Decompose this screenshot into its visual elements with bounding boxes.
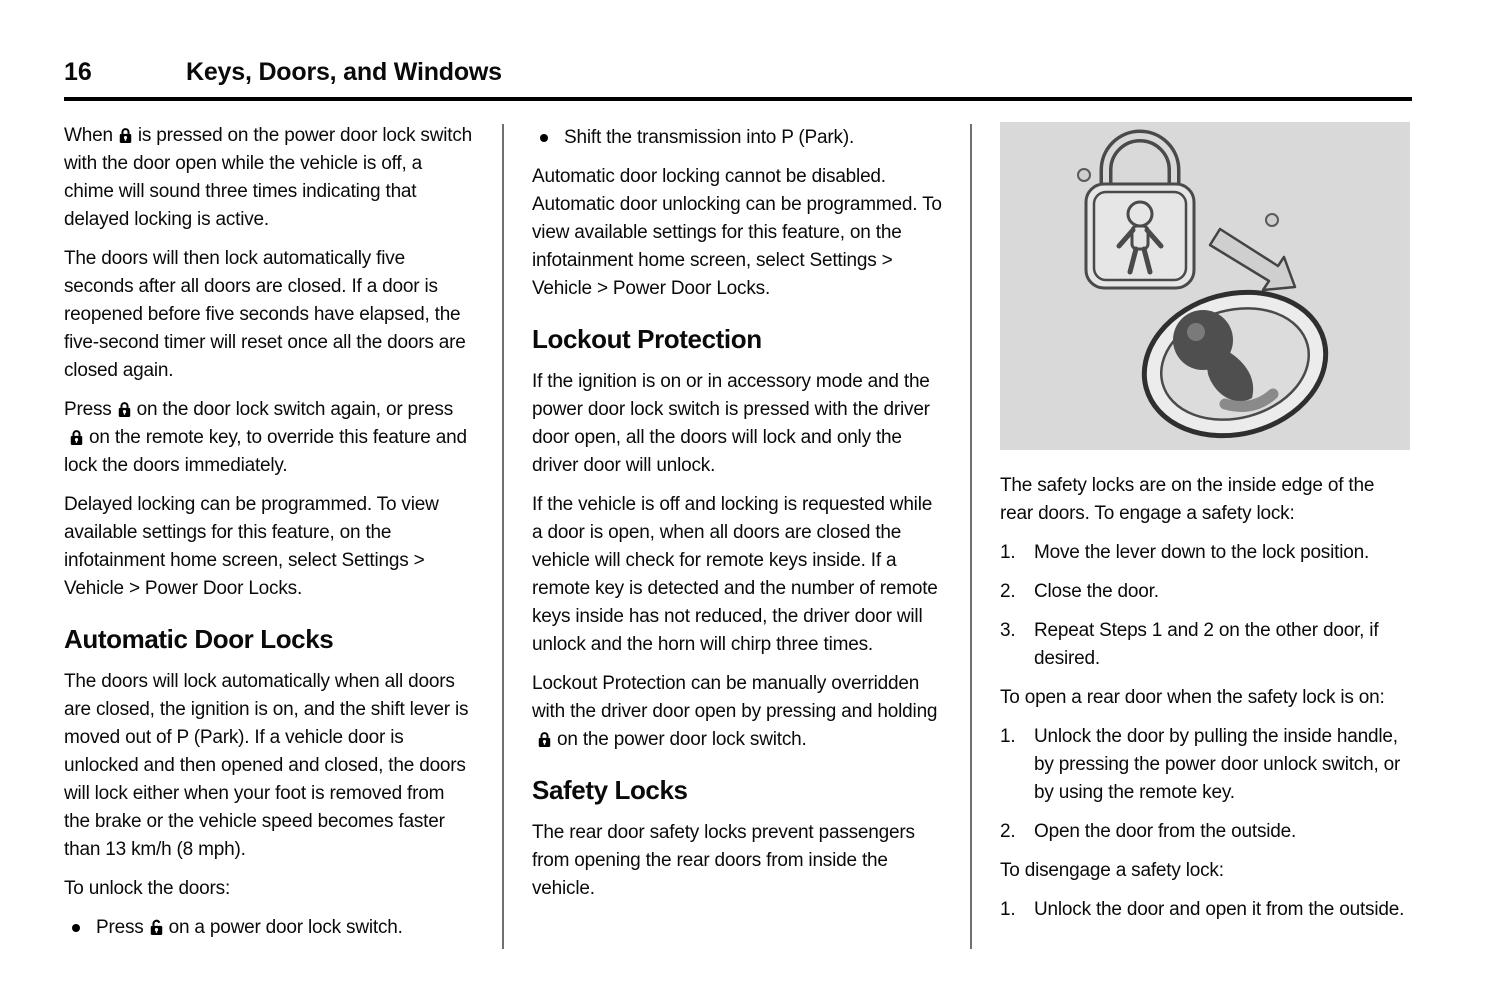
p-lockout-ignition-on: If the ignition is on or in accessory mode and the power door lock switch is pressed with the driver door open, all the doors will lock and only the driver door will unlock. xyxy=(532,371,930,476)
safety-lock-illustration xyxy=(1000,122,1410,450)
step-number: 1. xyxy=(1000,899,1016,920)
p-five-second-timer: The doors will then lock automatically five seconds after all doors are closed. If a door is reopened before five seconds have elapsed, the five-second timer will reset once all the doors are closed again. xyxy=(64,248,466,381)
p-open-rear-door-intro: To open a rear door when the safety lock is on: xyxy=(1000,687,1385,708)
p-disengage-intro: To disengage a safety lock: xyxy=(1000,860,1224,881)
chapter-title: Keys, Doors, and Windows xyxy=(186,58,502,86)
p-lockout-vehicle-off: If the vehicle is off and locking is requested while a door is open, when all doors are closed the vehicle will check for remote keys inside. If a remote key is detected and the number of remote keys inside has not reduced, the driver door will unlock and the horn will chirp three times. xyxy=(532,494,938,655)
p-delayed-locking-chime xyxy=(64,122,474,234)
heading-automatic-door-locks: Automatic Door Locks xyxy=(64,624,334,654)
text-segment: on a power door lock switch. xyxy=(168,917,403,938)
step-number: 1. xyxy=(1000,726,1016,747)
bullet-dot xyxy=(532,124,564,152)
lock-icon xyxy=(537,731,552,748)
page-number: 16 xyxy=(64,58,92,86)
p-safety-locks-purpose: The rear door safety locks prevent passengers from opening the rear doors from inside the vehicle. xyxy=(532,822,915,899)
column-2 xyxy=(532,122,942,953)
step-number: 1. xyxy=(1000,542,1016,563)
step-number: 3. xyxy=(1000,620,1016,641)
numbered-step xyxy=(1000,617,1410,673)
text-segment: When xyxy=(64,125,113,146)
column-1 xyxy=(64,122,474,953)
bullet-text: Shift the transmission into P (Park). xyxy=(564,127,855,148)
p-override-delayed-locking xyxy=(64,396,474,480)
figure-safety-lock xyxy=(1000,122,1410,450)
numbered-step xyxy=(1000,896,1410,924)
list-item-press-unlock xyxy=(64,914,474,942)
p-delayed-locking-settings: Delayed locking can be programmed. To view available settings for this feature, on the infotainment home screen, select Settings > Vehicle > Power Door Locks. xyxy=(64,494,439,599)
text-segment: is pressed on the power door lock switch with the door open while the vehicle is off, a chime will sound three times indicating that delayed locking is active. xyxy=(64,125,473,230)
column-divider xyxy=(970,124,972,949)
step-text: Unlock the door by pulling the inside handle, by pressing the power door unlock switch, or by using the remote key. xyxy=(1034,726,1401,803)
heading-safety-locks: Safety Locks xyxy=(532,775,688,805)
header-rule xyxy=(64,97,1412,101)
lock-icon xyxy=(118,127,133,144)
text-segment: on the remote key, to override this feature and lock the doors immediately. xyxy=(64,427,467,476)
text-segment: on the power door lock switch. xyxy=(557,729,807,750)
lock-icon xyxy=(69,429,84,446)
text-segment: Lockout Protection can be manually overridden with the driver door open by pressing and holding xyxy=(532,673,938,722)
numbered-step xyxy=(1000,539,1410,567)
p-auto-locking-settings: Automatic door locking cannot be disabled. Automatic door unlocking can be programmed. To view available settings for this feature, on the infotainment home screen, select Settings > Vehicle > Power Door Locks. xyxy=(532,166,942,299)
lock-icon xyxy=(117,401,132,418)
p-lockout-override xyxy=(532,670,942,754)
p-safety-lock-location: The safety locks are on the inside edge of the rear doors. To engage a safety lock: xyxy=(1000,475,1375,524)
p-automatic-locking-behavior: The doors will lock automatically when all doors are closed, the ignition is on, and the shift lever is moved out of P (Park). If a vehicle door is unlocked and then opened and closed, the doors will lock either when your foot is removed from the brake or the vehicle speed becomes faster than 13 km/h (8 mph). xyxy=(64,671,469,860)
column-3 xyxy=(1000,122,1410,953)
numbered-step xyxy=(1000,723,1410,807)
step-text: Close the door. xyxy=(1034,581,1159,602)
bullet-text xyxy=(96,914,474,942)
text-segment: Press xyxy=(64,399,112,420)
step-text: Unlock the door and open it from the outside. xyxy=(1034,899,1405,920)
numbered-step xyxy=(1000,818,1410,846)
bullet-dot xyxy=(64,914,96,942)
numbered-step xyxy=(1000,578,1410,606)
heading-lockout-protection: Lockout Protection xyxy=(532,324,762,354)
unlock-icon xyxy=(149,919,164,936)
text-segment: Press xyxy=(96,917,144,938)
list-item-shift-to-park xyxy=(532,124,942,152)
column-divider xyxy=(502,124,504,949)
step-text: Open the door from the outside. xyxy=(1034,821,1297,842)
p-to-unlock-doors: To unlock the doors: xyxy=(64,878,231,899)
content-columns xyxy=(64,122,1416,953)
step-number: 2. xyxy=(1000,821,1016,842)
page-header xyxy=(64,58,1412,87)
step-number: 2. xyxy=(1000,581,1016,602)
step-text: Repeat Steps 1 and 2 on the other door, if desired. xyxy=(1034,620,1379,669)
text-segment: on the door lock switch again, or press xyxy=(136,399,454,420)
step-text: Move the lever down to the lock position. xyxy=(1034,542,1370,563)
